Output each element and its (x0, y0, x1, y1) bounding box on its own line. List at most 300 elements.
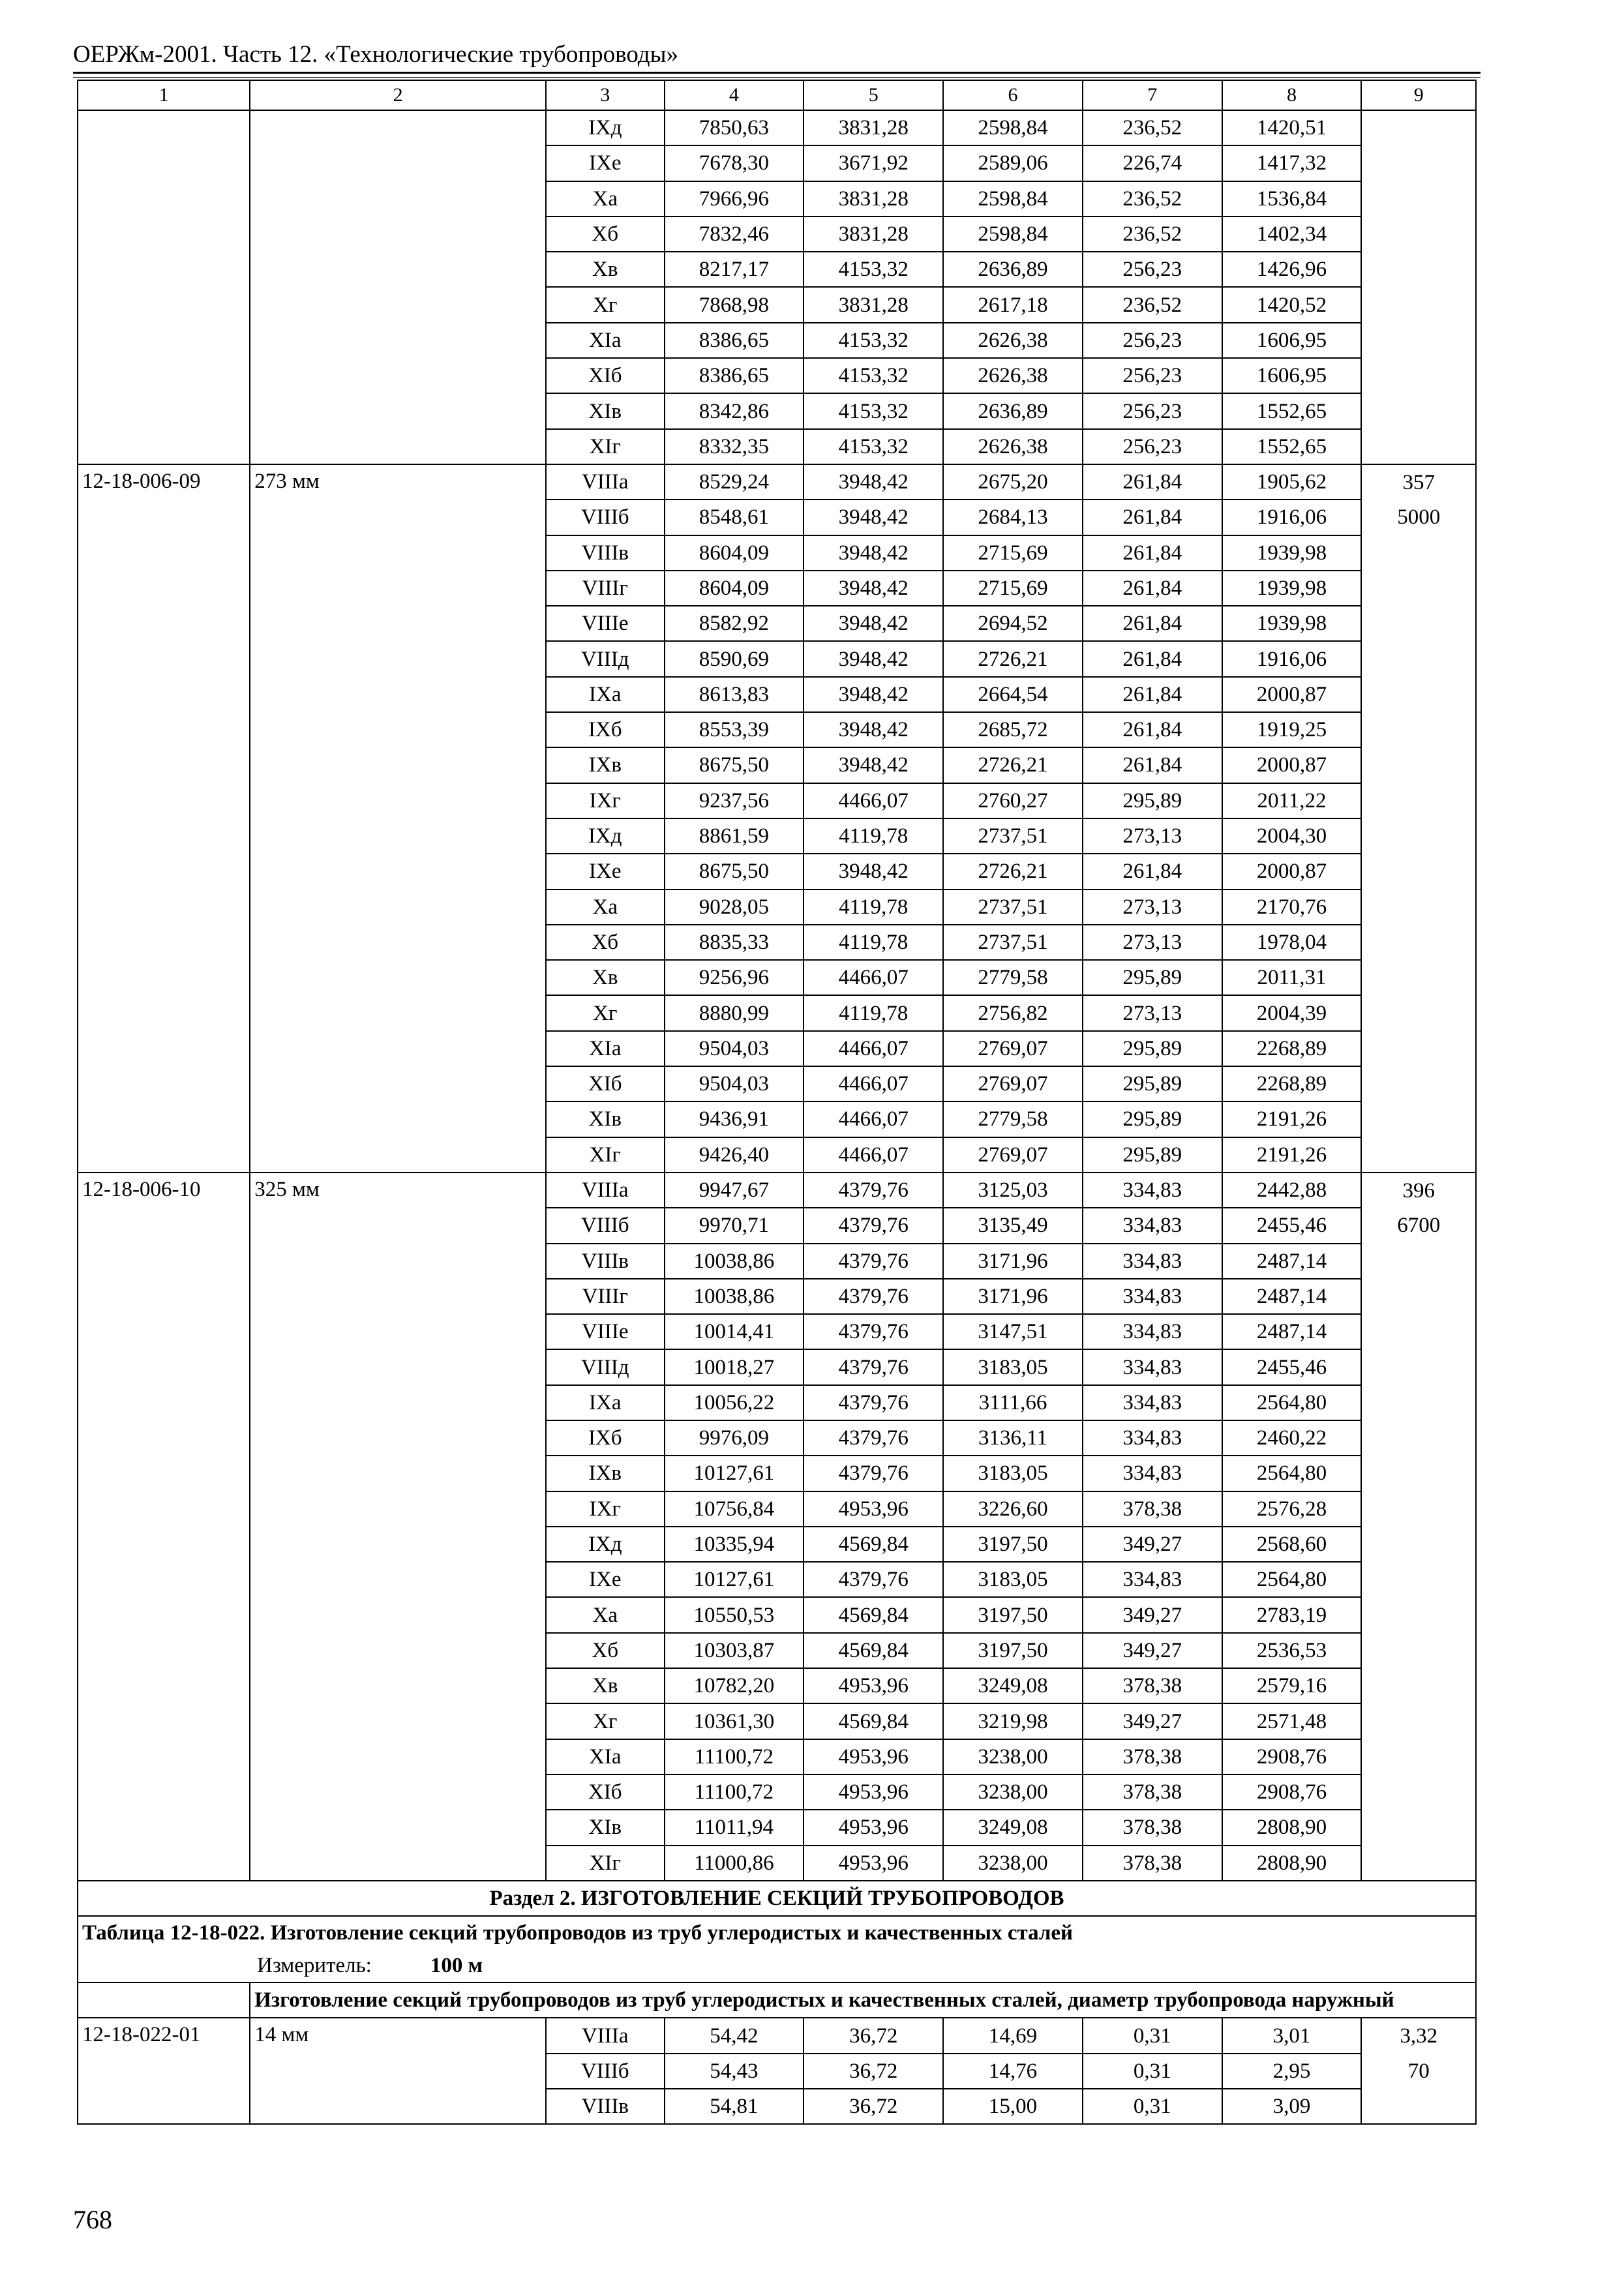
col9-cell (1361, 252, 1476, 287)
value-cell: 54,43 (665, 2054, 804, 2089)
table-row (78, 217, 1476, 252)
col9-cell (1361, 217, 1476, 252)
table-row (78, 606, 1476, 641)
col9-cell (1361, 925, 1476, 960)
value-cell: 2487,14 (1222, 1314, 1362, 1349)
value-cell: 1420,51 (1222, 110, 1362, 145)
rate-code-cell (78, 606, 250, 641)
value-cell: 256,23 (1083, 358, 1222, 393)
col9-cell (1361, 960, 1476, 995)
value-cell: 334,83 (1083, 1244, 1222, 1279)
value-cell: 2617,18 (943, 287, 1083, 322)
value-cell: 2715,69 (943, 571, 1083, 606)
value-cell: 2170,76 (1222, 890, 1362, 925)
value-cell: 9947,67 (665, 1173, 804, 1208)
value-cell: 2737,51 (943, 818, 1083, 854)
value-cell: 2011,22 (1222, 783, 1362, 818)
value-cell: 11100,72 (665, 1739, 804, 1774)
value-cell: 7868,98 (665, 287, 804, 322)
value-cell: 261,84 (1083, 464, 1222, 500)
measure-value: 100 м (430, 1954, 483, 1978)
rate-name-cell (250, 1208, 546, 1243)
rate-name-cell (250, 1633, 546, 1668)
rate-name-cell (250, 393, 546, 428)
rate-name-cell (250, 2089, 546, 2124)
value-cell: 4569,84 (804, 1633, 943, 1668)
value-cell: 4953,96 (804, 1810, 943, 1845)
value-cell: 2685,72 (943, 712, 1083, 747)
col9-cell (1361, 571, 1476, 606)
value-cell: 10361,30 (665, 1703, 804, 1739)
value-cell: 3,09 (1222, 2089, 1362, 2124)
table-row (78, 925, 1476, 960)
value-cell: 8342,86 (665, 393, 804, 428)
table-row (78, 2089, 1476, 2124)
region-cell: VIIIв (546, 2089, 665, 2124)
value-cell: 7850,63 (665, 110, 804, 145)
value-cell: 3831,28 (804, 287, 943, 322)
col9-cell (1361, 712, 1476, 747)
col9-cell (1361, 1774, 1476, 1810)
table-row (78, 677, 1476, 712)
value-cell: 3948,42 (804, 535, 943, 571)
value-cell: 2576,28 (1222, 1491, 1362, 1527)
rate-code-cell (78, 783, 250, 818)
value-cell: 11000,86 (665, 1846, 804, 1881)
table-row (78, 1066, 1476, 1101)
table-row (78, 1314, 1476, 1349)
rate-code-cell (78, 712, 250, 747)
value-cell: 3249,08 (943, 1810, 1083, 1845)
value-cell: 2598,84 (943, 110, 1083, 145)
value-cell: 3183,05 (943, 1562, 1083, 1597)
value-cell: 295,89 (1083, 1137, 1222, 1173)
value-cell: 3197,50 (943, 1597, 1083, 1632)
value-cell: 0,31 (1083, 2054, 1222, 2089)
rate-name-cell (250, 535, 546, 571)
rate-code-cell (78, 925, 250, 960)
rate-code-cell (78, 287, 250, 322)
value-cell: 2636,89 (943, 252, 1083, 287)
value-cell: 1905,62 (1222, 464, 1362, 500)
region-cell: XIа (546, 1031, 665, 1066)
value-cell: 1536,84 (1222, 181, 1362, 217)
rate-name-cell: 325 мм (250, 1173, 546, 1208)
value-cell: 2000,87 (1222, 854, 1362, 889)
value-cell: 261,84 (1083, 571, 1222, 606)
value-cell: 3948,42 (804, 677, 943, 712)
value-cell: 4119,78 (804, 890, 943, 925)
value-cell: 378,38 (1083, 1774, 1222, 1810)
value-cell: 349,27 (1083, 1633, 1222, 1668)
table-row (78, 960, 1476, 995)
value-cell: 2694,52 (943, 606, 1083, 641)
region-cell: IXе (546, 854, 665, 889)
table-row (78, 1739, 1476, 1774)
region-cell: XIб (546, 358, 665, 393)
value-cell: 10127,61 (665, 1456, 804, 1491)
region-cell: IXа (546, 677, 665, 712)
col9-cell (1361, 818, 1476, 854)
col9-cell (1361, 358, 1476, 393)
value-cell: 9976,09 (665, 1420, 804, 1456)
value-cell: 14,76 (943, 2054, 1083, 2089)
rate-name-cell (250, 1491, 546, 1527)
col9-cell (1361, 995, 1476, 1030)
value-cell: 2579,16 (1222, 1668, 1362, 1703)
col9-cell (1361, 1846, 1476, 1881)
value-cell: 14,69 (943, 2018, 1083, 2053)
column-number: 7 (1083, 80, 1222, 110)
rate-code-cell (78, 1244, 250, 1279)
region-cell: VIIIд (546, 641, 665, 676)
value-cell: 295,89 (1083, 1031, 1222, 1066)
col9-cell (1361, 1279, 1476, 1314)
value-cell: 4153,32 (804, 429, 943, 464)
value-cell: 2571,48 (1222, 1703, 1362, 1739)
rate-code-cell (78, 1101, 250, 1137)
value-cell: 2004,30 (1222, 818, 1362, 854)
col9-cell (1361, 1385, 1476, 1420)
value-cell: 4379,76 (804, 1244, 943, 1279)
value-cell: 2011,31 (1222, 960, 1362, 995)
value-cell: 261,84 (1083, 747, 1222, 783)
table-title-row (78, 1916, 1476, 1982)
value-cell: 4569,84 (804, 1597, 943, 1632)
col9-cell (1361, 1101, 1476, 1137)
rate-code-cell (78, 1420, 250, 1456)
col9-cell (1361, 1597, 1476, 1632)
table-row (78, 995, 1476, 1030)
region-cell: IXе (546, 1562, 665, 1597)
rate-name-cell (250, 960, 546, 995)
rate-name-cell (250, 358, 546, 393)
value-cell: 2737,51 (943, 925, 1083, 960)
rate-code-cell (78, 358, 250, 393)
rate-code-cell (78, 429, 250, 464)
col9-cell: 3,32 (1361, 2018, 1476, 2053)
value-cell: 334,83 (1083, 1385, 1222, 1420)
rate-code-cell (78, 854, 250, 889)
rate-code-cell (78, 890, 250, 925)
col9-cell (1361, 1456, 1476, 1491)
rate-code-cell (78, 1349, 250, 1384)
region-cell: VIIIб (546, 500, 665, 535)
rate-code-cell (78, 1597, 250, 1632)
value-cell: 3948,42 (804, 464, 943, 500)
rate-code-cell (78, 1846, 250, 1881)
value-cell: 10335,94 (665, 1527, 804, 1562)
region-cell: Xв (546, 1668, 665, 1703)
description-text: Изготовление секций трубопроводов из труб углеродистых и качественных сталей, диаметр трубопровода наружный (250, 1982, 1476, 2018)
value-cell: 236,52 (1083, 217, 1222, 252)
table-row (78, 1597, 1476, 1632)
value-cell: 8553,39 (665, 712, 804, 747)
value-cell: 15,00 (943, 2089, 1083, 2124)
region-cell: IXд (546, 110, 665, 145)
rate-name-cell (250, 1349, 546, 1384)
value-cell: 334,83 (1083, 1562, 1222, 1597)
value-cell: 3136,11 (943, 1420, 1083, 1456)
value-cell: 349,27 (1083, 1703, 1222, 1739)
description-spacer (78, 1982, 250, 2018)
rate-code-cell (78, 323, 250, 358)
col9-cell (1361, 1527, 1476, 1562)
value-cell: 2726,21 (943, 854, 1083, 889)
value-cell: 2442,88 (1222, 1173, 1362, 1208)
value-cell: 1939,98 (1222, 606, 1362, 641)
value-cell: 334,83 (1083, 1314, 1222, 1349)
rate-code-cell (78, 1527, 250, 1562)
col9-cell (1361, 1244, 1476, 1279)
value-cell: 8217,17 (665, 252, 804, 287)
region-cell: Xб (546, 925, 665, 960)
rate-code-cell (78, 641, 250, 676)
value-cell: 36,72 (804, 2018, 943, 2053)
rate-code-cell (78, 1491, 250, 1527)
value-cell: 3183,05 (943, 1349, 1083, 1384)
value-cell: 2636,89 (943, 393, 1083, 428)
value-cell: 4379,76 (804, 1349, 943, 1384)
value-cell: 4466,07 (804, 1137, 943, 1173)
value-cell: 10303,87 (665, 1633, 804, 1668)
rate-code-cell (78, 1137, 250, 1173)
rate-name-cell (250, 1137, 546, 1173)
value-cell: 3197,50 (943, 1633, 1083, 1668)
region-cell: IXе (546, 145, 665, 181)
value-cell: 8548,61 (665, 500, 804, 535)
value-cell: 256,23 (1083, 252, 1222, 287)
region-cell: Xб (546, 217, 665, 252)
value-cell: 261,84 (1083, 712, 1222, 747)
region-cell: Xг (546, 287, 665, 322)
column-number: 6 (943, 80, 1083, 110)
rate-name-cell (250, 1810, 546, 1845)
rate-code-cell (78, 181, 250, 217)
rate-code-cell (78, 1633, 250, 1668)
value-cell: 2908,76 (1222, 1739, 1362, 1774)
value-cell: 8835,33 (665, 925, 804, 960)
column-number: 3 (546, 80, 665, 110)
region-cell: IXа (546, 1385, 665, 1420)
rate-code-cell (78, 1810, 250, 1845)
rate-name-cell (250, 1420, 546, 1456)
rate-code-cell (78, 252, 250, 287)
value-cell: 3147,51 (943, 1314, 1083, 1349)
region-cell: Xг (546, 1703, 665, 1739)
value-cell: 349,27 (1083, 1597, 1222, 1632)
value-cell: 4379,76 (804, 1314, 943, 1349)
value-cell: 4953,96 (804, 1491, 943, 1527)
col9-cell (1361, 1562, 1476, 1597)
value-cell: 2589,06 (943, 145, 1083, 181)
value-cell: 3948,42 (804, 641, 943, 676)
value-cell: 1606,95 (1222, 358, 1362, 393)
value-cell: 3948,42 (804, 854, 943, 889)
value-cell: 4466,07 (804, 783, 943, 818)
table-row (78, 287, 1476, 322)
value-cell: 10127,61 (665, 1562, 804, 1597)
header-rule-thin (73, 77, 1481, 78)
value-cell: 7966,96 (665, 181, 804, 217)
rate-name-cell (250, 1066, 546, 1101)
region-cell: VIIIа (546, 1173, 665, 1208)
region-cell: VIIIд (546, 1349, 665, 1384)
value-cell: 1552,65 (1222, 429, 1362, 464)
rate-code-cell (78, 145, 250, 181)
region-cell: Xг (546, 995, 665, 1030)
value-cell: 2268,89 (1222, 1066, 1362, 1101)
table-row (78, 712, 1476, 747)
value-cell: 2000,87 (1222, 677, 1362, 712)
column-number: 5 (804, 80, 943, 110)
value-cell: 3831,28 (804, 110, 943, 145)
value-cell: 4953,96 (804, 1846, 943, 1881)
region-cell: IXв (546, 1456, 665, 1491)
value-cell: 4379,76 (804, 1385, 943, 1420)
value-cell: 1939,98 (1222, 535, 1362, 571)
rate-code-cell (78, 677, 250, 712)
value-cell: 3948,42 (804, 712, 943, 747)
rate-code-cell (78, 535, 250, 571)
rate-name-cell (250, 571, 546, 606)
value-cell: 4569,84 (804, 1527, 943, 1562)
value-cell: 378,38 (1083, 1668, 1222, 1703)
col9-cell (1361, 1349, 1476, 1384)
value-cell: 261,84 (1083, 677, 1222, 712)
rate-name-cell (250, 1031, 546, 1066)
value-cell: 8332,35 (665, 429, 804, 464)
table-row (78, 1244, 1476, 1279)
value-cell: 9504,03 (665, 1066, 804, 1101)
table-row (78, 783, 1476, 818)
value-cell: 8675,50 (665, 747, 804, 783)
col9-cell (1361, 677, 1476, 712)
rate-name-cell (250, 1385, 546, 1420)
value-cell: 334,83 (1083, 1420, 1222, 1456)
col9-cell (1361, 429, 1476, 464)
section-title: Раздел 2. ИЗГОТОВЛЕНИЕ СЕКЦИЙ ТРУБОПРОВОДОВ (78, 1881, 1476, 1916)
value-cell: 261,84 (1083, 606, 1222, 641)
value-cell: 1606,95 (1222, 323, 1362, 358)
table-title-cell (78, 1916, 1476, 1982)
value-cell: 4953,96 (804, 1668, 943, 1703)
value-cell: 4569,84 (804, 1703, 943, 1739)
col9-cell (1361, 1314, 1476, 1349)
table-row (78, 818, 1476, 854)
col9-cell (1361, 783, 1476, 818)
table-row (78, 1810, 1476, 1845)
rate-code-cell (78, 217, 250, 252)
rate-name-cell (250, 641, 546, 676)
rate-name-cell (250, 1101, 546, 1137)
region-cell: Xа (546, 890, 665, 925)
column-number: 9 (1361, 80, 1476, 110)
value-cell: 226,74 (1083, 145, 1222, 181)
value-cell: 295,89 (1083, 1101, 1222, 1137)
value-cell: 261,84 (1083, 500, 1222, 535)
table-row (78, 464, 1476, 500)
rate-name-cell (250, 1314, 546, 1349)
rate-code-cell (78, 818, 250, 854)
value-cell: 2783,19 (1222, 1597, 1362, 1632)
col9-cell (1361, 287, 1476, 322)
rate-code-cell (78, 1314, 250, 1349)
value-cell: 0,31 (1083, 2089, 1222, 2124)
region-cell: IXб (546, 1420, 665, 1456)
col9-cell (1361, 1668, 1476, 1703)
table-row (78, 641, 1476, 676)
rate-name-cell (250, 1739, 546, 1774)
value-cell: 2564,80 (1222, 1456, 1362, 1491)
region-cell: VIIIе (546, 1314, 665, 1349)
table-row (78, 110, 1476, 145)
value-cell: 4119,78 (804, 995, 943, 1030)
table-row (78, 1633, 1476, 1668)
value-cell: 4466,07 (804, 1031, 943, 1066)
region-cell: IXв (546, 747, 665, 783)
measure-label: Измеритель: (257, 1954, 372, 1978)
value-cell: 1919,25 (1222, 712, 1362, 747)
region-cell: VIIIб (546, 2054, 665, 2089)
value-cell: 4953,96 (804, 1774, 943, 1810)
column-number: 2 (250, 80, 546, 110)
table-row (78, 252, 1476, 287)
value-cell: 3171,96 (943, 1279, 1083, 1314)
value-cell: 2769,07 (943, 1066, 1083, 1101)
rate-name-cell: 273 мм (250, 464, 546, 500)
value-cell: 2455,46 (1222, 1208, 1362, 1243)
rate-code-cell: 12-18-022-01 (78, 2018, 250, 2053)
table-row (78, 1491, 1476, 1527)
table-row (78, 1279, 1476, 1314)
rate-name-cell (250, 287, 546, 322)
rate-code-cell (78, 960, 250, 995)
value-cell: 2004,39 (1222, 995, 1362, 1030)
rate-name-cell (250, 1774, 546, 1810)
table-row (78, 2054, 1476, 2089)
value-cell: 4119,78 (804, 818, 943, 854)
value-cell: 3948,42 (804, 571, 943, 606)
value-cell: 2536,53 (1222, 1633, 1362, 1668)
table-row (78, 1137, 1476, 1173)
rate-name-cell (250, 818, 546, 854)
value-cell: 8861,59 (665, 818, 804, 854)
table-row (78, 1349, 1476, 1384)
value-cell: 9237,56 (665, 783, 804, 818)
rate-code-cell (78, 393, 250, 428)
region-cell: IXд (546, 818, 665, 854)
value-cell: 3238,00 (943, 1846, 1083, 1881)
value-cell: 256,23 (1083, 393, 1222, 428)
table-row (78, 1668, 1476, 1703)
value-cell: 36,72 (804, 2054, 943, 2089)
value-cell: 3831,28 (804, 217, 943, 252)
rate-code-cell: 12-18-006-10 (78, 1173, 250, 1208)
table-row (78, 500, 1476, 535)
value-cell: 3183,05 (943, 1456, 1083, 1491)
value-cell: 2487,14 (1222, 1244, 1362, 1279)
table-row (78, 890, 1476, 925)
value-cell: 4379,76 (804, 1208, 943, 1243)
value-cell: 9504,03 (665, 1031, 804, 1066)
rate-code-cell (78, 1703, 250, 1739)
value-cell: 2715,69 (943, 535, 1083, 571)
value-cell: 2460,22 (1222, 1420, 1362, 1456)
region-cell: XIа (546, 1739, 665, 1774)
value-cell: 1552,65 (1222, 393, 1362, 428)
rate-name-cell (250, 1562, 546, 1597)
